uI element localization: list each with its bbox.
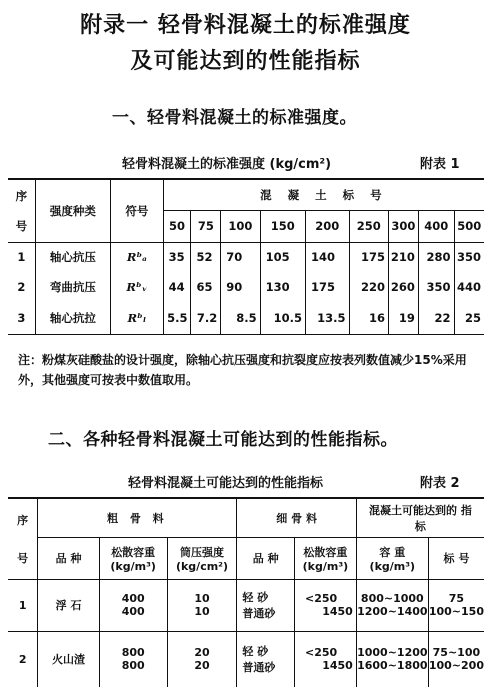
table-cell: 13.5 bbox=[306, 302, 350, 334]
table2-header-fine-bulk: 松散容重 (kg/m³) bbox=[294, 537, 356, 579]
table2-header-fine-variety: 品 种 bbox=[237, 537, 295, 579]
table1-note: 注：粉煤灰硅酸盐的设计强度，除轴心抗压强度和抗裂度应按表列数值减少15%采用外，其他强度可按表中数值取用。 bbox=[18, 353, 467, 387]
table1-header-seq: 序 号 bbox=[8, 180, 35, 242]
grade-cell: 250 bbox=[349, 210, 388, 242]
table-row-name: 轴心抗压 bbox=[35, 242, 110, 272]
table2-header-coarse: 粗 骨 料 bbox=[38, 499, 237, 537]
table-cell: 65 bbox=[191, 272, 221, 302]
section-heading-2: 二、各种轻骨料混凝土可能达到的性能指标。 bbox=[48, 430, 398, 450]
page-title-line2: 及可能达到的性能指标 bbox=[130, 49, 361, 74]
table2 bbox=[8, 499, 484, 687]
table2-caption: 轻骨料混凝土可能达到的性能指标 bbox=[128, 476, 324, 491]
table-cell: 90 bbox=[221, 272, 260, 302]
table-cell: 260 bbox=[388, 272, 418, 302]
table-cell: 280 bbox=[418, 242, 454, 272]
table1-header-type: 强度种类 bbox=[35, 180, 110, 242]
table-cell: 220 bbox=[349, 272, 388, 302]
grade-cell: 300 bbox=[388, 210, 418, 242]
table1-caption: 轻骨料混凝土的标准强度 (kg/cm²) bbox=[122, 157, 332, 172]
table-cell: 350 bbox=[456, 250, 481, 265]
table1-ref: 附表 1 bbox=[420, 157, 460, 172]
table-cell: 5.5 bbox=[163, 302, 191, 334]
table2-header-density: 容 重 (kg/m³) bbox=[356, 537, 428, 579]
table1 bbox=[8, 180, 484, 335]
table2-header-grade: 标 号 bbox=[428, 537, 484, 579]
table2-header-seq: 序 号 bbox=[8, 499, 38, 579]
table-cell: 22 bbox=[418, 302, 454, 334]
grade-cell: 50 bbox=[163, 210, 191, 242]
section-heading-1: 一、轻骨料混凝土的标准强度。 bbox=[112, 108, 357, 128]
table2-header-fine: 细 骨 料 bbox=[237, 499, 356, 537]
table-row-symbol: Rᵇₗ bbox=[111, 302, 164, 334]
table-cell: 75~100 100~200 bbox=[428, 646, 484, 673]
table-row-seq: 2 bbox=[8, 631, 38, 687]
grade-cell: 100 bbox=[221, 210, 260, 242]
table-cell: 175 bbox=[349, 242, 388, 272]
table-row-seq: 2 bbox=[8, 272, 35, 302]
table1-header-symbol: 符号 bbox=[111, 180, 164, 242]
table1-header-grade: 混 凝 土 标 号 bbox=[163, 180, 484, 210]
table-cell: 8.5 bbox=[221, 302, 260, 334]
table-cell: 105 bbox=[260, 242, 305, 272]
table-row-name: 浮 石 bbox=[38, 579, 99, 631]
table-cell: 25 bbox=[454, 302, 484, 334]
table-cell: 44 bbox=[163, 272, 191, 302]
table2-header-variety: 品 种 bbox=[38, 537, 99, 579]
grade-cell: 200 bbox=[306, 210, 350, 242]
table-row-seq: 1 bbox=[8, 242, 35, 272]
table-cell: 1000~1200 1600~1800 bbox=[356, 631, 428, 687]
table2-header-concrete: 混凝土可能达到的 指 标 bbox=[356, 499, 484, 537]
table-cell: 210 bbox=[388, 242, 418, 272]
table-cell: 75 100~150 bbox=[428, 579, 484, 631]
table-cell: 800 800 bbox=[99, 631, 167, 687]
table-row-symbol: Rᵇₐ bbox=[111, 242, 164, 272]
page-title-line1: 附录一 轻骨料混凝土的标准强度 bbox=[80, 13, 411, 38]
table-row-name: 火山渣 bbox=[38, 631, 99, 687]
table-row-seq: 1 bbox=[8, 579, 38, 631]
table-cell: 440 bbox=[456, 280, 481, 294]
table-cell: 19 bbox=[388, 302, 418, 334]
table-cell: 140 bbox=[306, 242, 350, 272]
table2-header-crush: 筒压强度 (kg/cm²) bbox=[167, 537, 237, 579]
table-cell: 800~1000 1200~1400 bbox=[356, 579, 428, 631]
table-cell: <250 1450 bbox=[294, 579, 356, 631]
table-cell: 20 20 bbox=[167, 631, 237, 687]
table-cell: 400 400 bbox=[99, 579, 167, 631]
table-cell: 轻 砂 普通砂 bbox=[237, 579, 295, 631]
table-row-symbol: Rᵇᵥ bbox=[111, 272, 164, 302]
table-cell: 7.2 bbox=[191, 302, 221, 334]
table-cell: 10.5 bbox=[260, 302, 305, 334]
table-row-name: 轴心抗拉 bbox=[35, 302, 110, 334]
table-cell: 52 bbox=[191, 242, 221, 272]
table-cell: 轻 砂 普通砂 bbox=[237, 631, 295, 687]
table-cell: 175 bbox=[306, 272, 350, 302]
grade-cell: 400 bbox=[418, 210, 454, 242]
table-cell: 70 bbox=[221, 242, 260, 272]
table2-header-bulk: 松散容重 (kg/m³) bbox=[99, 537, 167, 579]
table-row-seq: 3 bbox=[8, 302, 35, 334]
table2-ref: 附表 2 bbox=[420, 476, 460, 491]
table-cell: 10 10 bbox=[167, 579, 237, 631]
table-cell: <250 1450 bbox=[294, 631, 356, 687]
table-cell: 130 bbox=[260, 272, 305, 302]
grade-cell: 150 bbox=[260, 210, 305, 242]
grade-cell: 500 bbox=[454, 210, 484, 242]
table-row-name: 弯曲抗压 bbox=[35, 272, 110, 302]
table-cell: 16 bbox=[349, 302, 388, 334]
table-cell: 35 bbox=[163, 242, 191, 272]
grade-cell: 75 bbox=[191, 210, 221, 242]
table-cell: 350 bbox=[418, 272, 454, 302]
